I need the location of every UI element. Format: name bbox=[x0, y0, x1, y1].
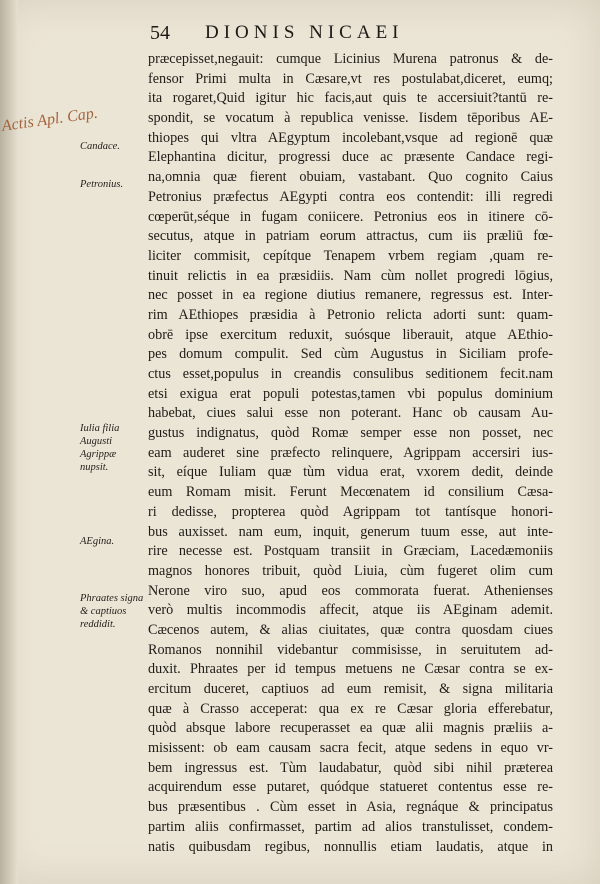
text-line: sit, eíque Iuliam quæ tùm vidua erat, vxorem dedit, deinde bbox=[148, 464, 553, 481]
text-line: Nerone viro suo, apud eos commorata fuerat. Athenienses bbox=[148, 582, 553, 599]
text-line: etsi exigua erat populi potestas,tamen vbi populus dominium bbox=[148, 385, 553, 402]
text-line: acquirendum esse putaret, quódque statueret contentus esse re- bbox=[148, 779, 553, 796]
text-line: secutus, atque in patriam eorum attractus, cum iis præliū fœ- bbox=[148, 228, 553, 245]
text-line: misissent: ob eam causam sacra fecit, atque sedens in equo vr- bbox=[148, 740, 553, 757]
text-line: quòd absque labore recuperasset ea quæ alii magnis præliis a- bbox=[148, 720, 553, 737]
margin-note-phraates: Phraates signa & captiuos reddidit. bbox=[80, 593, 144, 630]
text-line: verò multis incommodis affecit, atque iis AEginam ademit. bbox=[148, 602, 553, 619]
text-line: fensor Primi multa in Cæsare,vt res postulabat,diceret, eumq; bbox=[148, 70, 553, 87]
text-line: rim AEthiopes præsidia à Petronio relicta adorti sunt: quam- bbox=[148, 306, 553, 323]
text-line: bus præsentibus . Cùm esset in Asia, regnáque & principatus bbox=[148, 799, 553, 816]
text-line: quæ à Crasso acceperat: qua ex re Cæsar gloria efferebatur, bbox=[148, 700, 553, 717]
page-header bbox=[150, 20, 560, 46]
text-line: tinuit relictis in ea præsidiis. Nam cùm nollet progredi lōgius, bbox=[148, 267, 553, 284]
text-line: spondit, se vocatum à republica venisse. Iisdem tēporibus AE- bbox=[148, 110, 553, 127]
text-line: Romanos nonnihil videbantur commisisse, in seruitutem ad- bbox=[148, 641, 553, 658]
text-line: magnos honores tribuit, quòd Liuia, cùm fugeret olim cum bbox=[148, 562, 553, 579]
text-line: eum Romam misit. Ferunt Mecœnatem id consilium Cæsa- bbox=[148, 484, 553, 501]
text-line: thiopes qui vltra AEgyptum incolebant,vsque ad regionē quæ bbox=[148, 129, 553, 146]
margin-note-candace: Candace. bbox=[80, 141, 120, 152]
text-line: duxit. Phraates per id tempus metuens ne Cæsar contra se ex- bbox=[148, 661, 553, 678]
text-line: na,omnia quæ fierent obuiam, vastabant. Quo cognito Caius bbox=[148, 169, 553, 186]
text-line: ctus esset,populus in creandis consulibus seditionem fecit.nam bbox=[148, 366, 553, 382]
text-line: nec posset in ea regione diutius remanere, regressus est. Inter- bbox=[148, 287, 553, 304]
page-number: 54 bbox=[150, 22, 170, 44]
text-line: pes domum compulit. Sed cùm Augustus in Siciliam profe- bbox=[148, 346, 553, 363]
text-line: natis quibusdam regibus, nonnullis etiam laudatis, atque in bbox=[148, 838, 553, 855]
text-line: bus auxisset. nam eum, inquit, generum tuum esse, aut inte- bbox=[148, 523, 553, 540]
text-line: ita rogaret,Quid igitur hic facis,aut quis te accersiuit?tantū re- bbox=[148, 90, 553, 107]
text-line: Elephantina dicitur, progressi duce ac præsente Candace regi- bbox=[148, 149, 553, 166]
text-line: rire necesse est. Postquam transiit in Græciam, Lacedæmoniis bbox=[148, 543, 553, 560]
margin-note-petronius: Petronius. bbox=[80, 179, 124, 190]
text-line: Cæcenos autem, & alias ciuitates, quæ contra quosdam ciues bbox=[148, 621, 553, 638]
text-line: partim aliis confirmasset, partim ad alios transtulisset, condem- bbox=[148, 818, 553, 835]
text-line: liciter commisit, cepítque Tenapem vrbem regiam ,quam re- bbox=[148, 247, 553, 264]
handwritten-annotation: Actis Apl. Cap. bbox=[0, 104, 99, 135]
text-line: ercitum duceret, captiuos ad eum remisit, & signa militaria bbox=[148, 681, 553, 697]
text-line: obrē ipse exercitum reduxit, suósque liberauit, atque AEthio- bbox=[148, 326, 553, 343]
running-title: DIONIS NICAEI bbox=[205, 22, 404, 43]
text-line: gustus indignatus, quòd Romæ semper esse non posset, nec bbox=[148, 425, 553, 442]
text-line: eam auderet sine præfecto relinquere, Agrippam accersiri ius- bbox=[148, 444, 553, 461]
text-line: Petronius præfectus AEgypti contra eos contendit: illi regredi bbox=[148, 188, 553, 205]
text-line: præcepisset,negauit: cumque Licinius Murena patronus & de- bbox=[148, 51, 553, 67]
text-line: ri dedisse, propterea quòd Agrippam tot tantísque honori- bbox=[148, 503, 553, 520]
text-line: bem ingressus est. Tùm laudabatur, quòd sibi nihil præterea bbox=[148, 759, 553, 776]
text-line: cœperūt,séque in fugam coniicere. Petronius eos in itinere cō- bbox=[148, 208, 553, 225]
text-line: habebat, ciues salui esse non poterant. Hanc ob causam Au- bbox=[148, 405, 553, 422]
margin-note-aegina: AEgina. bbox=[80, 536, 115, 547]
margin-note-iulia: Iulia filia Augusti Agrippæ nupsit. bbox=[80, 423, 120, 473]
body-text bbox=[148, 50, 553, 857]
